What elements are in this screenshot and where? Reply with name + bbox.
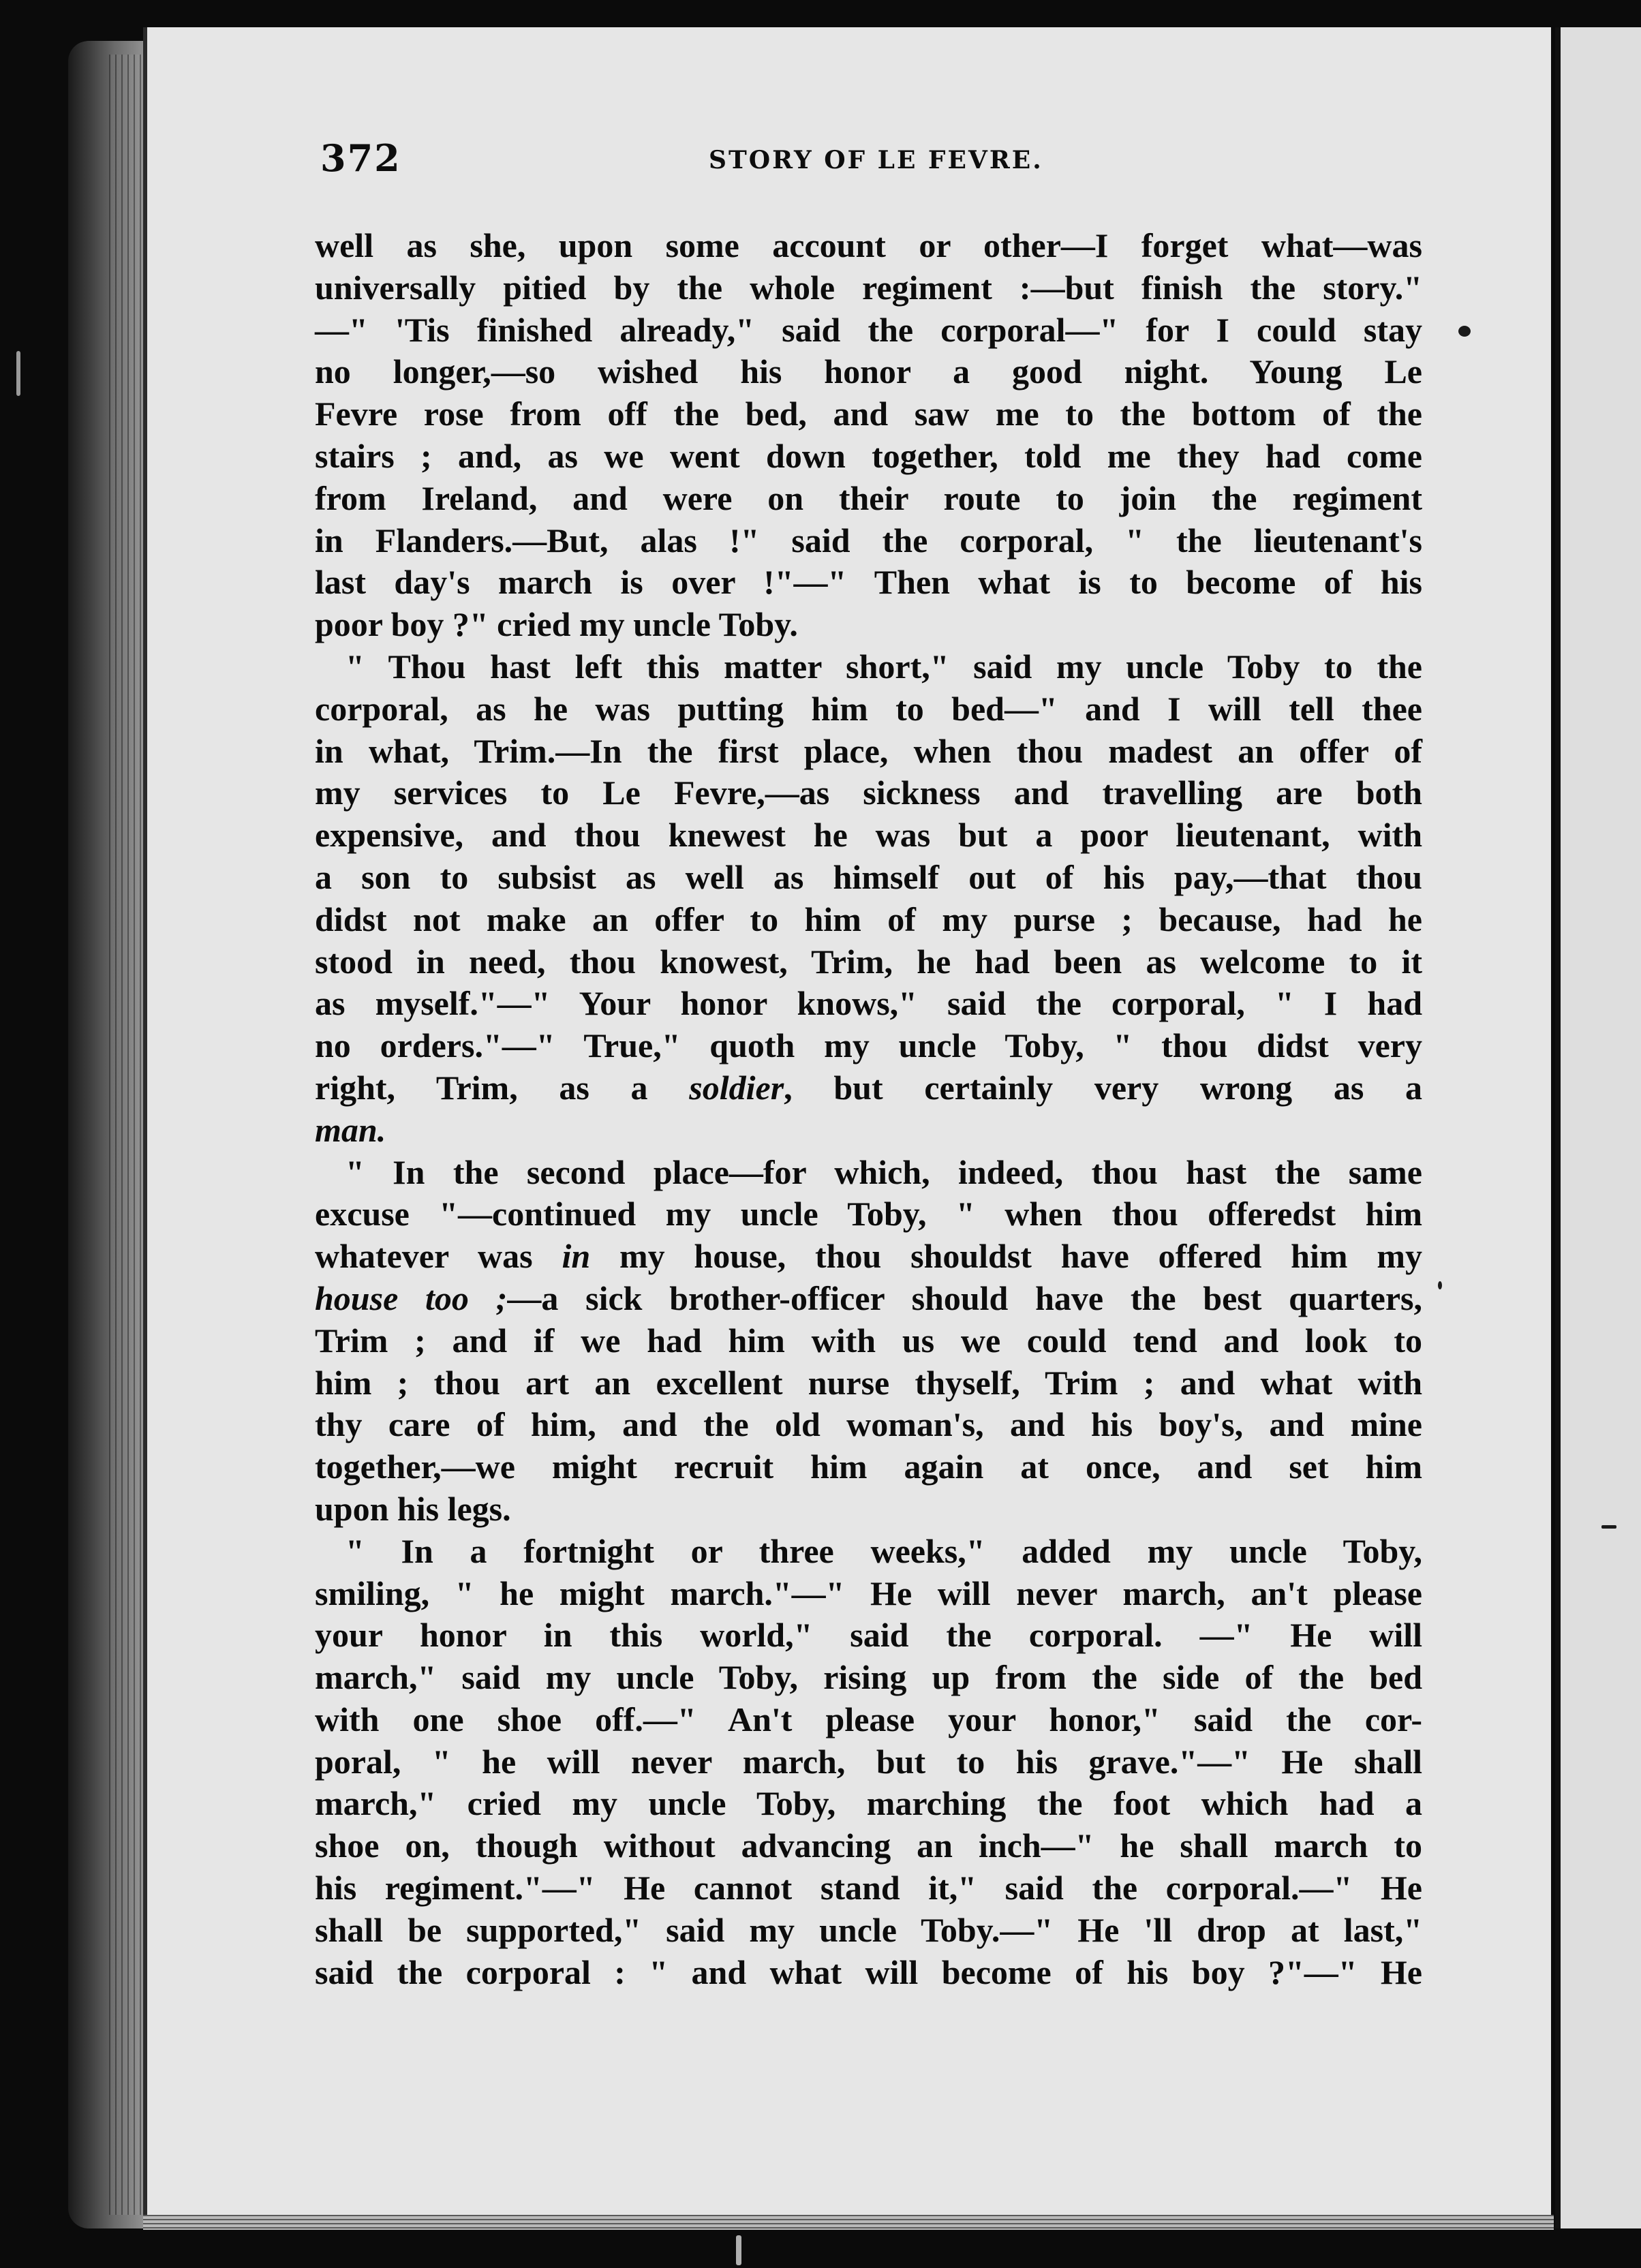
text-line: march," cried my uncle Toby, marching the foot which had a (315, 1784, 1422, 1823)
text-line: last day's march is over !"—" Then what is to become of his (315, 563, 1422, 602)
text-line: in what, Trim.—In the first place, when thou madest an offer of (315, 731, 1422, 770)
text-line: corporal, as he was putting him to bed—" and I will tell thee (315, 689, 1422, 728)
text-line: no longer,—so wished his honor a good night. Young Le (315, 352, 1422, 391)
text-line: " Thou hast left this matter short," said my uncle Toby to the (346, 647, 1422, 686)
ink-speck (1438, 1281, 1442, 1289)
text-line: thy care of him, and the old woman's, and his boy's, and mine (315, 1405, 1422, 1444)
text-line: stood in need, thou knowest, Trim, he had been as welcome to it (315, 942, 1422, 981)
text-line (315, 1278, 1422, 1320)
text-run: my house, thou shouldst have offered him my (590, 1237, 1422, 1276)
page-bottom-edge (143, 2215, 1554, 2230)
text-line: shall be supported," said my uncle Toby.—" He 'll drop at last," (315, 1910, 1422, 1949)
text-line (315, 1067, 1422, 1109)
text-line: well as she, upon some account or other—I forget what—was (315, 226, 1422, 264)
text-line (315, 1236, 1422, 1278)
text-line: " In a fortnight or three weeks," added my uncle Toby, (346, 1531, 1422, 1570)
italic-text: in (562, 1237, 591, 1276)
text-run: right, Trim, as a (315, 1068, 690, 1107)
text-line: my services to Le Fevre,—as sickness and travelling are both (315, 773, 1422, 812)
text-line: as myself."—" Your honor knows," said the corporal, " I had (315, 984, 1422, 1023)
running-head: STORY OF LE FEVRE. (709, 146, 1043, 174)
text-line: said the corporal : " and what will become of his boy ?"—" He (315, 1952, 1422, 1991)
ink-speck (736, 2235, 741, 2265)
page-number: 372 (320, 136, 401, 180)
text-line: didst not make an offer to him of my purse ; because, had he (315, 900, 1422, 938)
text-line: no orders."—" True," quoth my uncle Toby, " thou didst very (315, 1026, 1422, 1065)
text-line: " In the second place—for which, indeed, thou hast the same (346, 1152, 1422, 1191)
text-line (315, 1109, 1422, 1152)
text-line: him ; thou art an excellent nurse thyself, Trim ; and what with (315, 1363, 1422, 1402)
ink-speck (1458, 326, 1471, 337)
text-run: —a sick brother-officer should have the best quarters, (507, 1278, 1422, 1317)
text-line: universally pitied by the whole regiment :—but finish the story." (315, 268, 1422, 307)
text-line: in Flanders.—But, alas !" said the corporal, " the lieutenant's (315, 521, 1422, 560)
text-line: together,—we might recruit him again at once, and set him (315, 1447, 1422, 1486)
ink-speck (16, 351, 20, 396)
page-header (320, 136, 1424, 184)
text-line: smiling, " he might march."—" He will never march, an't please (315, 1574, 1422, 1612)
text-line: Trim ; and if we had him with us we could tend and look to (315, 1321, 1422, 1360)
text-line: poral, " he will never march, but to his grave."—" He shall (315, 1742, 1422, 1781)
text-line: with one shoe off.—" An't please your honor," said the cor- (315, 1700, 1422, 1738)
text-line: from Ireland, and were on their route to join the regiment (315, 478, 1422, 517)
text-run: , but certainly very wrong as a (784, 1068, 1422, 1107)
text-line: Fevre rose from off the bed, and saw me to the bottom of the (315, 395, 1422, 433)
text-line: your honor in this world," said the corporal. —" He will (315, 1616, 1422, 1655)
text-run: whatever was (315, 1237, 562, 1276)
italic-text: soldier (689, 1068, 784, 1107)
text-line: poor boy ?" cried my uncle Toby. (315, 605, 798, 644)
text-line: march," said my uncle Toby, rising up from the side of the bed (315, 1658, 1422, 1697)
text-line: stairs ; and, as we went down together, told me they had come (315, 436, 1422, 475)
text-line: upon his legs. (315, 1489, 511, 1528)
italic-text: man. (315, 1110, 386, 1149)
text-line: his regiment."—" He cannot stand it," said the corporal.—" He (315, 1869, 1422, 1907)
italic-text: house too ; (315, 1278, 508, 1317)
text-line: expensive, and thou knewest he was but a poor lieutenant, with (315, 816, 1422, 855)
text-line: excuse "—continued my uncle Toby, " when thou offeredst him (315, 1195, 1422, 1233)
text-line: a son to subsist as well as himself out of his pay,—that thou (315, 857, 1422, 896)
ink-speck (1601, 1525, 1616, 1529)
text-line: shoe on, though without advancing an inch—" he shall march to (315, 1826, 1422, 1865)
body-text (315, 225, 1422, 1993)
text-line: —" 'Tis finished already," said the corporal—" for I could stay (315, 310, 1422, 349)
facing-page-edge (1555, 27, 1641, 2228)
